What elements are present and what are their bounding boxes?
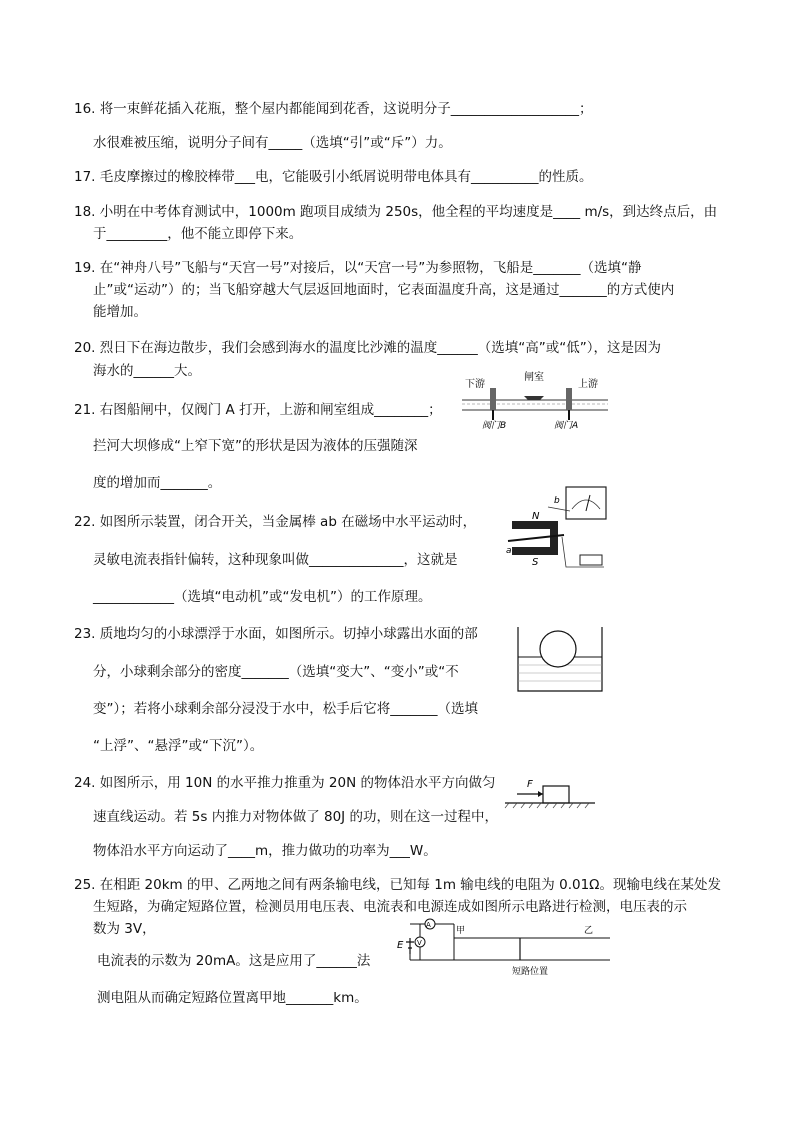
q25-line4: 电流表的示数为 20mA。这是应用了______法 bbox=[97, 953, 371, 969]
q21-line3: 度的增加而_______。 bbox=[93, 475, 222, 491]
q21-line1: 21. 右图船闸中，仅阀门 A 打开，上游和闸室组成________； bbox=[74, 402, 442, 418]
label-source: E bbox=[397, 940, 404, 951]
q16-line2: 水很难被压缩，说明分子间有_____（选填“引”或“斥”）力。 bbox=[93, 135, 452, 151]
transmission-lines bbox=[454, 938, 610, 960]
q23-line4: “上浮”、“悬浮”或“下沉”）。 bbox=[93, 738, 264, 754]
q21-line2: 拦河大坝修成“上窄下宽”的形状是因为液体的压强随深 bbox=[93, 438, 418, 454]
push-block-figure bbox=[503, 776, 597, 810]
q25-line1: 25. 在相距 20km 的甲、乙两地之间有两条输电线，已知每 1m 输电线的电阻为 0.01Ω。现输电线在某处发 bbox=[74, 877, 721, 893]
q22-line2: 灵敏电流表指针偏转，这种现象叫做______________，这就是 bbox=[93, 552, 458, 568]
label-valve-a: 阀门A bbox=[554, 421, 579, 431]
label-short-position: 短路位置 bbox=[512, 967, 549, 977]
block-icon bbox=[543, 786, 569, 803]
q22-line3: ____________（选填“电动机”或“发电机”）的工作原理。 bbox=[93, 589, 432, 605]
ship-lock-figure bbox=[462, 370, 610, 432]
gate-b bbox=[490, 388, 496, 410]
label-yi: 乙 bbox=[584, 926, 594, 936]
q20-line2: 海水的______大。 bbox=[93, 363, 201, 379]
label-a: a bbox=[506, 546, 512, 556]
q23-line2: 分，小球剩余部分的密度_______（选填“变大”、“变小”或“不 bbox=[93, 664, 459, 680]
q22-line1: 22. 如图所示装置，闭合开关，当金属棒 ab 在磁场中水平运动时， bbox=[74, 514, 477, 530]
q18-line2: 于_________，他不能立即停下来。 bbox=[93, 226, 303, 242]
label-force: F bbox=[527, 779, 533, 790]
q20-line1: 20. 烈日下在海边散步，我们会感到海水的温度比沙滩的温度______（选填“高”或“低”），这是因为 bbox=[74, 340, 661, 356]
q24-line1: 24. 如图所示，用 10N 的水平推力推重为 20N 的物体沿水平方向做匀 bbox=[74, 775, 496, 791]
q24-line3: 物体沿水平方向运动了____m，推力做功的功率为___W。 bbox=[93, 843, 437, 859]
short-circuit-figure bbox=[394, 918, 614, 980]
label-b: b bbox=[554, 496, 560, 506]
galvanometer-icon bbox=[566, 487, 606, 519]
q16-line1: 16. 将一束鲜花插入花瓶，整个屋内都能闻到花香，这说明分子___________________； bbox=[74, 101, 593, 117]
q24-line2: 速直线运动。若 5s 内推力对物体做了 80J 的功，则在这一过程中， bbox=[93, 809, 498, 825]
induction-figure bbox=[504, 481, 610, 573]
label-valve-b: 阀门B bbox=[482, 421, 507, 431]
q23-line3: 变”）；若将小球剩余部分浸没于水中，松手后它将_______（选填 bbox=[93, 701, 478, 717]
label-ammeter: A bbox=[426, 921, 431, 929]
ship-icon bbox=[524, 396, 544, 400]
switch-icon bbox=[580, 555, 602, 565]
q18-line1: 18. 小明在中考体育测试中，1000m 跑项目成绩为 250s，他全程的平均速度是____ m/s，到达终点后，由 bbox=[74, 204, 718, 220]
q19-line2: 止”或“运动”）的；当飞船穿越大气层返回地面时，它表面温度升高，这是通过_______的方式使内 bbox=[93, 282, 675, 298]
q19-line1: 19. 在“神舟八号”飞船与“天宫一号”对接后，以“天宫一号”为参照物，飞船是_______（选填“静 bbox=[74, 260, 642, 276]
label-n: N bbox=[532, 511, 540, 522]
label-s: S bbox=[532, 557, 539, 568]
q19-line3: 能增加。 bbox=[93, 304, 147, 320]
floating-ball-figure bbox=[516, 625, 606, 695]
label-downstream: 下游 bbox=[465, 379, 485, 390]
gate-a bbox=[566, 388, 572, 410]
label-chamber: 闸室 bbox=[524, 372, 544, 383]
q25-line2: 生短路，为确定短路位置，检测员用电压表、电流表和电源连成如图所示电路进行检测，电压表的示 bbox=[93, 899, 687, 915]
label-voltmeter: V bbox=[417, 939, 422, 947]
ball-icon bbox=[540, 631, 576, 667]
q25-line5: 测电阻从而确定短路位置离甲地_______km。 bbox=[97, 990, 368, 1006]
q23-line1: 23. 质地均匀的小球漂浮于水面，如图所示。切掉小球露出水面的部 bbox=[74, 626, 478, 642]
q25-line3: 数为 3V， bbox=[93, 921, 156, 937]
q17-line1: 17. 毛皮摩擦过的橡胶棒带___电，它能吸引小纸屑说明带电体具有__________的性质。 bbox=[74, 169, 593, 185]
label-jia: 甲 bbox=[456, 926, 466, 936]
label-upstream: 上游 bbox=[578, 379, 598, 390]
